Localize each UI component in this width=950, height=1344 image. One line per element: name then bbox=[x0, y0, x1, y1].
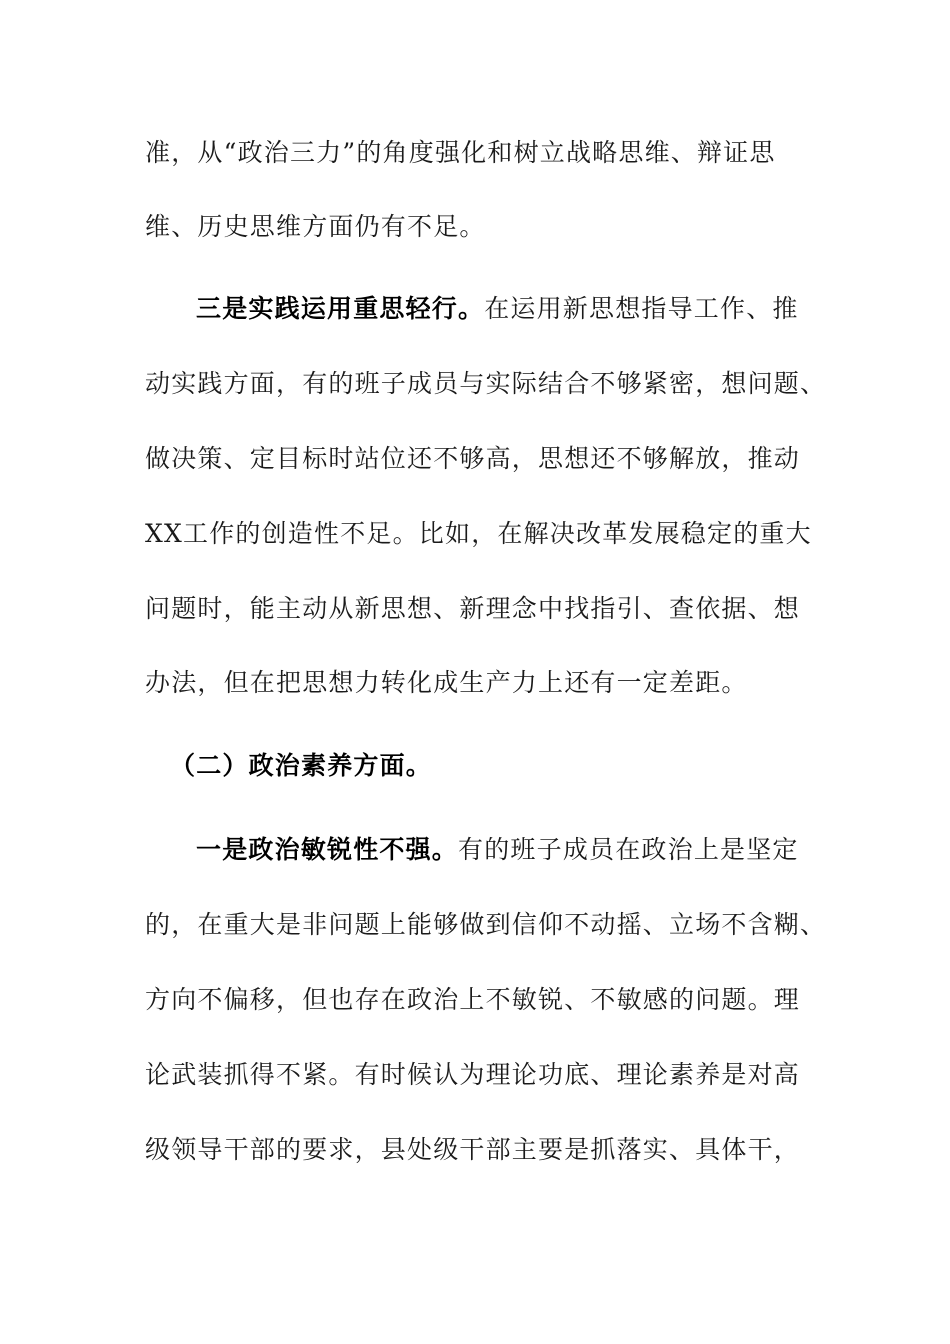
text-line-5: 做决策、定目标时站位还不够高，思想还不够解放，推动 bbox=[145, 444, 801, 473]
paragraph-lead-heading: 一是政治敏锐性不强。 bbox=[196, 835, 459, 864]
paragraph-10-start bbox=[196, 830, 896, 870]
text-line-4: 动实践方面，有的班子成员与实际结合不够紧密，想问题、 bbox=[145, 369, 827, 398]
text-line-1: 准，从“政治三力”的角度强化和树立战略思维、辩证思 bbox=[145, 138, 776, 167]
paragraph-lead-text: 在运用新思想指导工作、推 bbox=[484, 294, 799, 323]
section-heading: （二）政治素养方面。 bbox=[170, 751, 433, 780]
text-line-14: 级领导干部的要求，县处级干部主要是抓落实、具体干， bbox=[145, 1135, 801, 1164]
text-line-12: 方向不偏移，但也存在政治上不敏锐、不敏感的问题。理 bbox=[145, 985, 801, 1014]
text-line-2: 维、历史思维方面仍有不足。 bbox=[145, 212, 486, 241]
text-line-11: 的，在重大是非问题上能够做到信仰不动摇、立场不含糊、 bbox=[145, 910, 827, 939]
text-line-13: 论武装抓得不紧。有时候认为理论功底、理论素养是对高 bbox=[145, 1060, 801, 1089]
paragraph-lead-heading: 三是实践运用重思轻行。 bbox=[196, 294, 485, 323]
text-line-8: 办法，但在把思想力转化成生产力上还有一定差距。 bbox=[145, 668, 748, 697]
paragraph-lead-text: 有的班子成员在政治上是坚定 bbox=[458, 835, 799, 864]
text-line-7: 问题时，能主动从新思想、新理念中找指引、查依据、想 bbox=[145, 594, 801, 623]
text-line-6: XX工作的创造性不足。比如，在解决改革发展稳定的重大 bbox=[145, 519, 812, 548]
paragraph-3-start bbox=[196, 289, 896, 329]
